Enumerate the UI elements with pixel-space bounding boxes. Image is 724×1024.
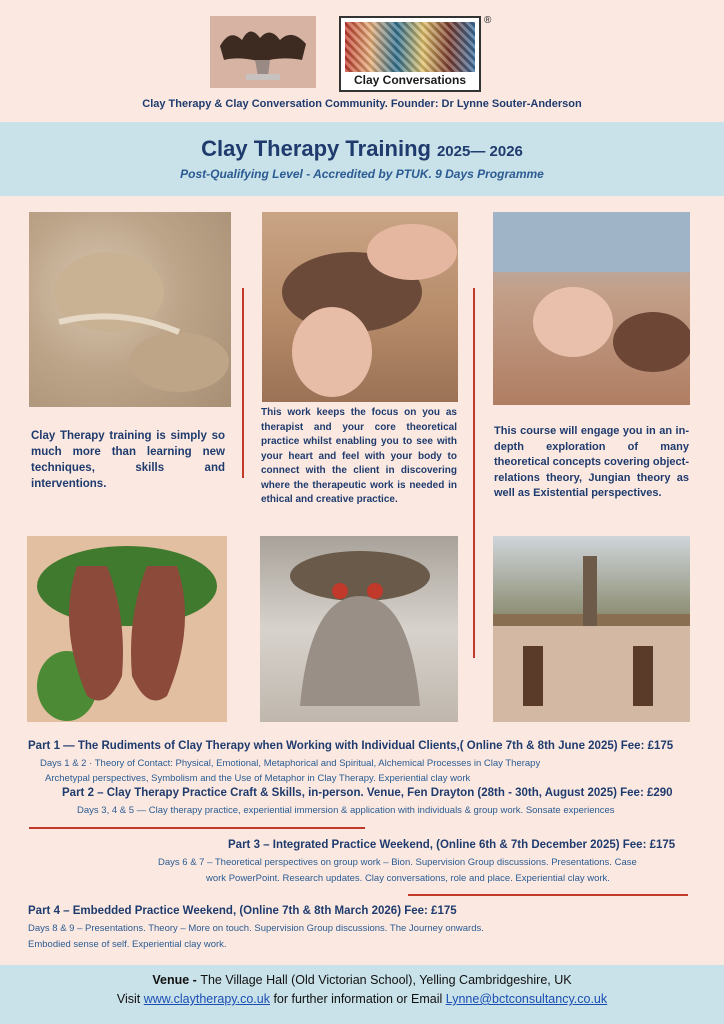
part-1-title: Part 1 — The Rudiments of Clay Therapy when Working with Individual Clients,( Online 7th & 8th June 2025) Fee: £175 [28,740,674,752]
part-3-line-1: Days 6 & 7 – Theoretical perspectives on group work – Bion. Supervision Group discussions. Presentations. Case [158,857,637,868]
page-title [0,136,724,162]
venue-text: The Village Hall (Old Victorian School), Yelling Cambridgeshire, UK [200,973,572,987]
horizontal-divider-2 [408,894,688,896]
visit-middle-text: for further information or Email [269,992,446,1006]
part-4-line-1: Days 8 & 9 – Presentations. Theory – More on touch. Supervision Group discussions. The Journey onwards. [28,923,484,934]
visit-line [0,992,724,1006]
horizontal-divider-1 [29,827,365,829]
part-3-line-2: work PowerPoint. Research updates. Clay conversations, role and place. Experiential clay work. [206,873,610,884]
vertical-divider-left [242,288,244,478]
part-1-line-2: Archetypal perspectives, Symbolism and the Use of Metaphor in Clay Therapy. Experiential clay work [45,773,471,784]
visit-prefix: Visit [116,992,144,1006]
title-years: 2025— 2026 [436,143,523,160]
page-subtitle: Post-Qualifying Level - Accredited by PTUK. 9 Days Programme [180,167,544,181]
part-3-title: Part 3 – Integrated Practice Weekend, (Online 6th & 7th December 2025) Fee: £175 [228,839,676,851]
clay-conversations-logo [339,16,481,92]
title-main: Clay Therapy Training [201,136,431,161]
photo-child-hands-clay [493,212,690,405]
email-link[interactable]: Lynne@bctconsultancy.co.uk [445,992,608,1006]
photo-hands-in-clay-slip [29,212,231,407]
part-2-line-1: Days 3, 4 & 5 — Clay therapy practice, experiential immersion & application with individuals & group work. Sonsate experiences [77,805,615,816]
clay-sculpture-logo [210,16,316,88]
intro-text-left: Clay Therapy training is simply so much more than learning new techniques, skills and interventions. [31,430,225,490]
intro-text-middle: This work keeps the focus on you as therapist and your core theoretical practice whilst enabling you to see with your heart and feel with your body to connect with the client in discovering where the therapeutic work is needed in ethical and creative practice. [261,407,457,505]
intro-text-right: This course will engage you in an in-depth exploration of many theoretical concepts covering object-relations theory, Jungian theory as well as Existential perspectives. [494,425,689,499]
photo-clay-sculpture-birds [260,536,458,722]
photo-hands-shaping-clay [262,212,458,402]
registered-mark: ® [484,15,492,26]
part-4-line-2: Embodied sense of self. Experiential clay work. [28,939,227,950]
community-line: Clay Therapy & Clay Conversation Community. Founder: Dr Lynne Souter-Anderson [142,98,582,110]
venue-label: Venue - [152,973,201,987]
part-1-line-1: Days 1 & 2 · Theory of Contact: Physical, Emotional, Metaphorical and Spiritual, Alchemical Processes in Clay Therapy [40,758,541,769]
venue-line [0,973,724,987]
vertical-divider-right [473,288,475,658]
mosaic-artwork [345,22,475,72]
part-2-title: Part 2 – Clay Therapy Practice Craft & Skills, in-person. Venue, Fen Drayton (28th - 30th, August 2025) Fee: £290 [62,787,673,799]
logo-title: Clay Conversations [353,73,467,87]
photo-clay-footprints-leaves [27,536,227,722]
part-4-title: Part 4 – Embedded Practice Weekend, (Online 7th & 8th March 2026) Fee: £175 [28,905,457,917]
photo-clay-wood-structure [493,536,690,722]
website-link[interactable]: www.claytherapy.co.uk [143,992,270,1006]
